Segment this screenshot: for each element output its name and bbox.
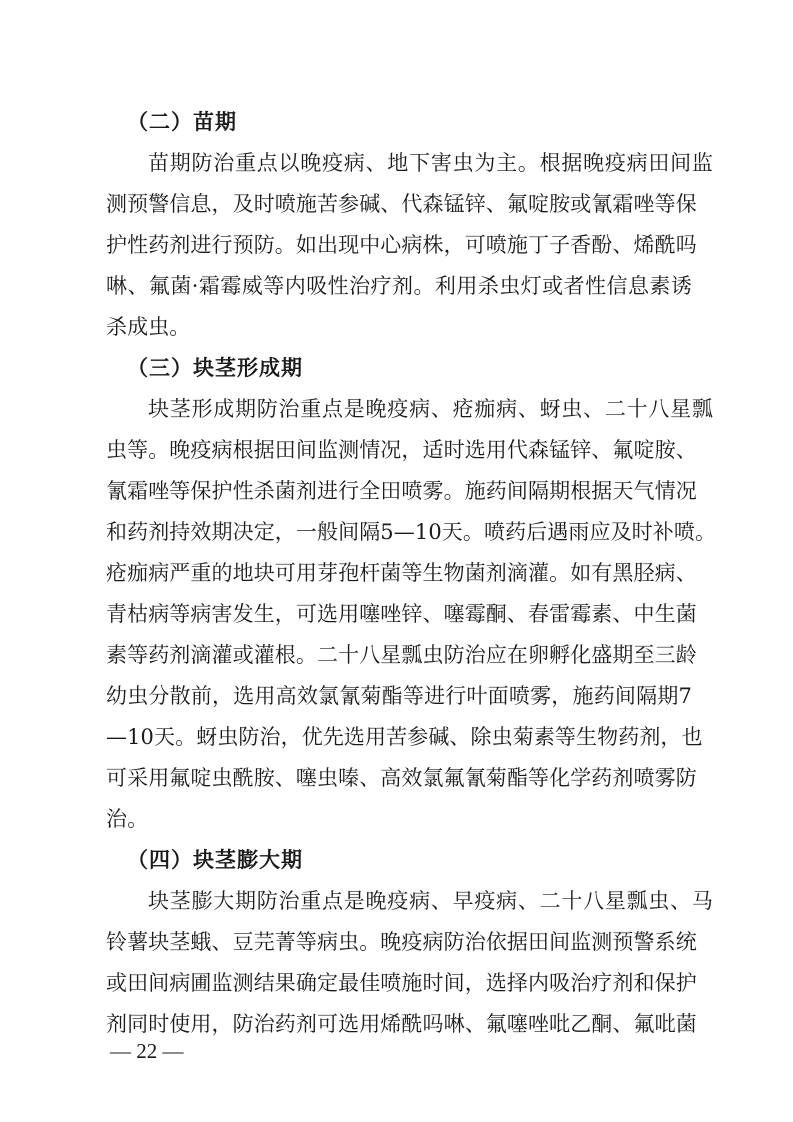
- paragraph-line: 可采用氟啶虫酰胺、噻虫嗪、高效氯氟氰菊酯等化学药剂喷雾防: [106, 766, 697, 790]
- paragraph-line: 苗期防治重点以晚疫病、地下害虫为主。根据晚疫病田间监: [148, 151, 713, 175]
- paragraph-line: 虫等。晚疫病根据田间监测情况，适时选用代森锰锌、氟啶胺、: [106, 438, 697, 462]
- paragraph-line: 素等药剂滴灌或灌根。二十八星瓢虫防治应在卵孵化盛期至三龄: [106, 643, 697, 667]
- paragraph-line: 疮痂病严重的地块可用芽孢杆菌等生物菌剂滴灌。如有黑胫病、: [106, 561, 697, 585]
- paragraph-line: 青枯病等病害发生，可选用噻唑锌、噻霉酮、春雷霉素、中生菌: [106, 602, 697, 626]
- paragraph-line: 杀成虫。: [106, 315, 191, 339]
- paragraph-line: 剂同时使用，防治药剂可选用烯酰吗啉、氟噻唑吡乙酮、氟吡菌: [106, 1012, 697, 1036]
- paragraph-line: 和药剂持效期决定，一般间隔5—10天。喷药后遇雨应及时补喷。: [106, 520, 717, 544]
- paragraph-line: 铃薯块茎蛾、豆芫菁等病虫。晚疫病防治依据田间监测预警系统: [106, 930, 697, 954]
- paragraph-line: 氰霜唑等保护性杀菌剂进行全田喷雾。施药间隔期根据天气情况: [106, 479, 697, 503]
- section-heading-tuber-bulking: （四）块茎膨大期: [127, 847, 303, 872]
- paragraph-line: 块茎形成期防治重点是晚疫病、疮痂病、蚜虫、二十八星瓢: [148, 397, 713, 421]
- paragraph-line: —10天。蚜虫防治，优先选用苦参碱、除虫菊素等生物药剂，也: [106, 725, 703, 749]
- paragraph-line: 治。: [106, 807, 149, 831]
- paragraph-line: 护性药剂进行预防。如出现中心病株，可喷施丁子香酚、烯酰吗: [106, 233, 697, 257]
- section-heading-tuber-formation: （三）块茎形成期: [127, 355, 303, 380]
- page-number: — 22 —: [110, 1039, 184, 1063]
- paragraph-line: 块茎膨大期防治重点是晚疫病、早疫病、二十八星瓢虫、马: [148, 889, 713, 913]
- paragraph-line: 或田间病圃监测结果确定最佳喷施时间，选择内吸治疗剂和保护: [106, 971, 697, 995]
- paragraph-line: 测预警信息，及时喷施苦参碱、代森锰锌、氟啶胺或氰霜唑等保: [106, 192, 697, 216]
- paragraph-line: 啉、氟菌·霜霉威等内吸性治疗剂。利用杀虫灯或者性信息素诱: [106, 274, 692, 298]
- section-heading-seedling: （二）苗期: [127, 109, 237, 134]
- paragraph-line: 幼虫分散前，选用高效氯氰菊酯等进行叶面喷雾，施药间隔期7: [106, 684, 692, 708]
